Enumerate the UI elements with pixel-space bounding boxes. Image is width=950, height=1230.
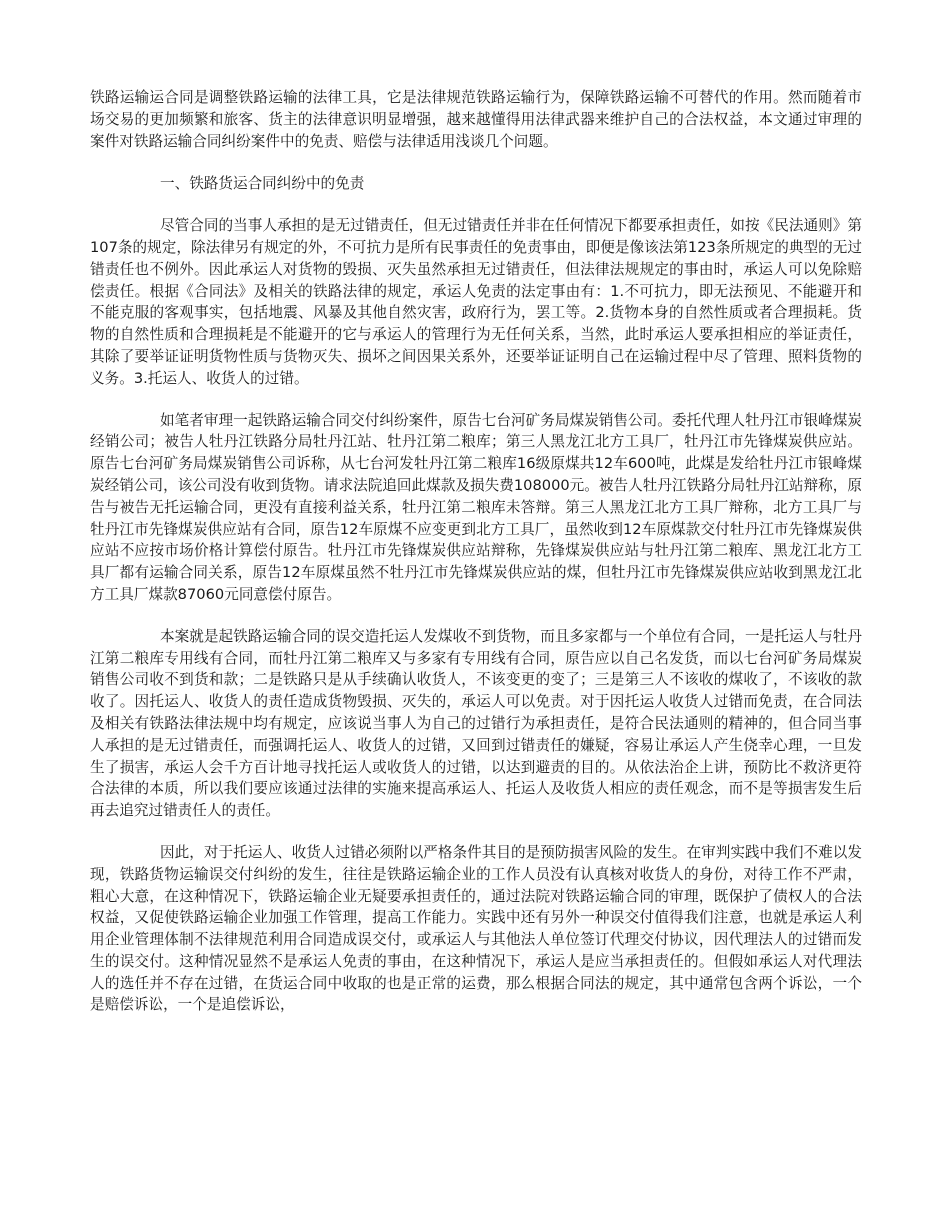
paragraph-conclusion: 因此，对于托运人、收货人过错必须附以严格条件其目的是预防损害风险的发生。在审判实践中我们不难以发现，铁路货物运输误交付纠纷的发生，往往是铁路运输企业的工作人员没有认真核对收货人的身份，对待工作不严肃，粗心大意，在这种情况下，铁路运输企业无疑要承担责任的，通过法院对铁路运输合同的审理，既保护了债权人的合法权益，又促使铁路运输企业加强工作管理，提高工作能力。实践中还有另外一种误交付值得我们注意，也就是承运人利用企业管理体制不法律规范利用合同造成误交付，或承运人与其他法人单位签订代理交付协议，因代理法人的过错而发生的误交付。这种情况显然不是承运人免责的事由，在这种情况下，承运人是应当承担责任的。但假如承运人对代理法人的选任并不存在过错，在货运合同中收取的也是正常的运费，那么根据合同法的规定，其中通常包含两个诉讼，一个是赔偿诉讼，一个是追偿诉讼， bbox=[90, 843, 862, 1014]
document-body bbox=[90, 87, 862, 1016]
section-heading: 一、铁路货运合同纠纷中的免责 bbox=[160, 175, 365, 193]
paragraph-case-analysis: 本案就是起铁路运输合同的误交造托运人发煤收不到货物，而且多家都与一个单位有合同，一是托运人与牡丹江第二粮库专用线有合同，而牡丹江第二粮库又与多家有专用线有合同，原告应以自己名发货，而以七台河矿务局煤炭销售公司收不到货和款；二是铁路只是从手续确认收货人，不该变更的变了；三是第三人不该收的煤收了，不该收的款收了。因托运人、收货人的责任造成货物毁损、灭失的，承运人可以免责。对于因托运人收货人过错而免责，在合同法及相关有铁路法律法规中均有规定，应该说当事人为自己的过错行为承担责任，是符合民法通则的精神的，但合同当事人承担的是无过错责任，而强调托运人、收货人的过错，又回到过错责任的嫌疑，容易让承运人产生侥幸心理，一旦发生了损害，承运人会千方百计地寻找托运人或收货人的过错，以达到避责的目的。从依法治企上讲，预防比不救济更符合法律的本质，所以我们要应该通过法律的实施来提高承运人、托运人及收货人相应的责任观念，而不是等损害发生后再去追究过错责任人的责任。 bbox=[90, 627, 862, 820]
paragraph-exemption-grounds: 尽管合同的当事人承担的是无过错责任，但无过错责任并非在任何情况下都要承担责任，如按《民法通则》第107条的规定，除法律另有规定的外，不可抗力是所有民事责任的免责事由，即便是像该法第123条所规定的典型的无过错责任也不例外。因此承运人对货物的毁损、灭失虽然承担无过错责任，但法律法规规定的事由时，承运人可以免除赔偿责任。根据《合同法》及相关的铁路法律的规定，承运人免责的法定事由有：1.不可抗力，即无法预见、不能避开和不能克服的客观事实，包括地震、风暴及其他自然灾害，政府行为，罢工等。2.货物本身的自然性质或者合理损耗。货物的自然性质和合理损耗是不能避开的它与承运人的管理行为无任何关系，当然，此时承运人要承担相应的举证责任，其除了要举证证明货物性质与货物灭失、损坏之间因果关系外，还要举证证明自己在运输过程中尽了管理、照料货物的义务。3.托运人、收货人的过错。 bbox=[90, 217, 862, 387]
paragraph-case-example: 如笔者审理一起铁路运输合同交付纠纷案件，原告七台河矿务局煤炭销售公司。委托代理人牡丹江市银峰煤炭经销公司；被告人牡丹江铁路分局牡丹江站、牡丹江第二粮库；第三人黑龙江北方工具厂，牡丹江市先锋煤炭供应站。原告七台河矿务局煤炭销售公司诉称，从七台河发牡丹江第二粮库16级原煤共12车600吨，此煤是发给牡丹江市银峰煤炭经销公司，该公司没有收到货物。请求法院追回此煤款及损失费108000元。被告人牡丹江铁路分局牡丹江站辩称，原告与被告无托运输合同，更没有直接利益关系，牡丹江第二粮库未答辩。第三人黑龙江北方工具厂辩称，北方工具厂与牡丹江市先锋煤炭供应站有合同，原告12车原煤不应变更到北方工具厂，虽然收到12车原煤款交付牡丹江市先锋煤炭供应站不应按市场价格计算偿付原告。牡丹江市先锋煤炭供应站辩称，先锋煤炭供应站与牡丹江第二粮库、黑龙江北方工具厂都有运输合同关系，原告12车原煤虽然不牡丹江市先锋煤炭供应站的煤，但牡丹江市先锋煤炭供应站收到黑龙江北方工具厂煤款87060元同意偿付原告。 bbox=[90, 411, 862, 603]
intro-paragraph: 铁路运输运合同是调整铁路运输的法律工具，它是法律规范铁路运输行为，保障铁路运输不可替代的作用。然而随着市场交易的更加频繁和旅客、货主的法律意识明显增强，越来越懂得用法律武器来维护自己的合法权益，本文通过审理的案件对铁路运输合同纠纷案件中的免责、赔偿与法律适用浅谈几个问题。 bbox=[90, 89, 862, 150]
